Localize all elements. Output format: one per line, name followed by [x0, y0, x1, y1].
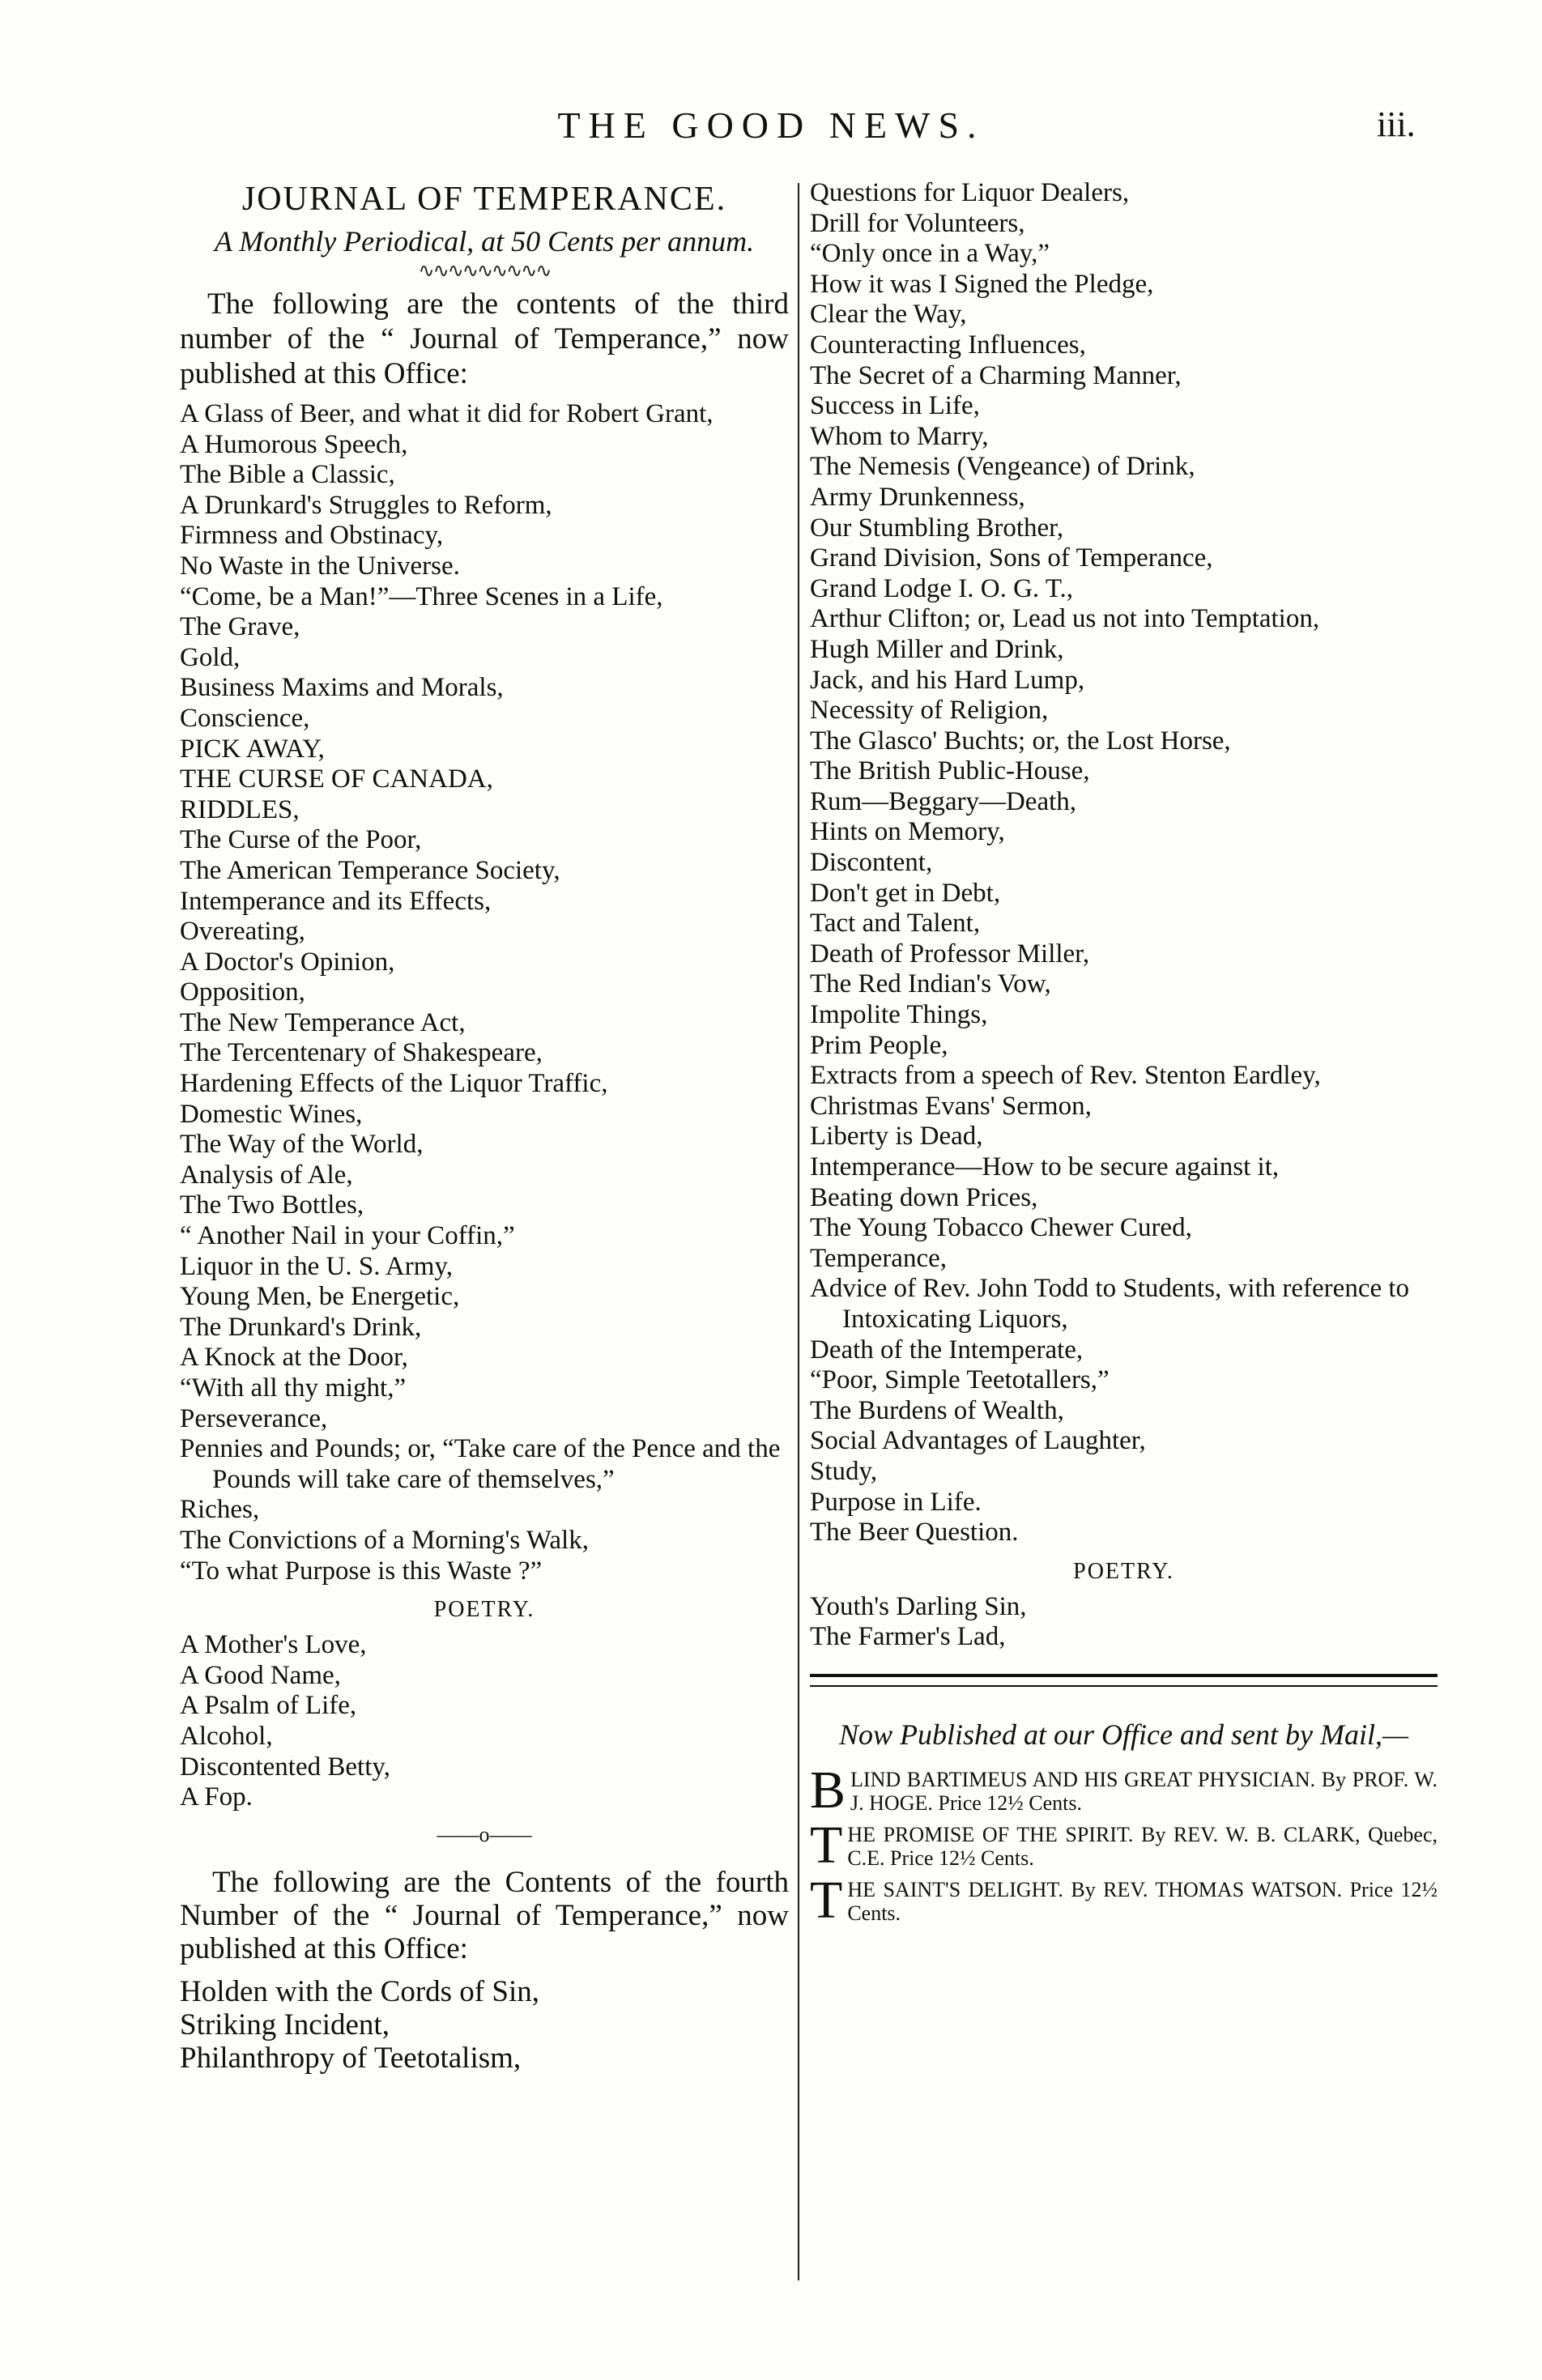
list-item: The Red Indian's Vow,: [810, 969, 1051, 999]
list-item: THE CURSE OF CANADA,: [180, 764, 493, 794]
list-item: Young Men, be Energetic,: [180, 1282, 460, 1312]
list-item: Counteracting Influences,: [810, 330, 1086, 360]
poetry-heading: POETRY.: [433, 1597, 535, 1623]
right-column: [810, 178, 1438, 1933]
list-item: Perseverance,: [180, 1403, 328, 1433]
list-item: Overeating,: [180, 917, 305, 947]
list-item: Firmness and Obstinacy,: [180, 521, 444, 551]
list-item: Jack, and his Hard Lump,: [810, 665, 1085, 695]
list-item: Hardening Effects of the Liquor Traffic,: [180, 1069, 608, 1099]
list-item: A Humorous Speech,: [180, 429, 408, 459]
list-item: Army Drunkenness,: [810, 482, 1025, 512]
list-item: Advice of Rev. John Todd to Students, with reference to Intoxicating Liquors,: [810, 1274, 1410, 1334]
list-item: Gold,: [180, 642, 241, 672]
list-item: Death of the Intemperate,: [810, 1335, 1084, 1365]
list-item: A Glass of Beer, and what it did for Robert Grant,: [180, 399, 713, 428]
list-item: Liberty is Dead,: [810, 1122, 983, 1152]
list-item: The Bible a Classic,: [180, 460, 395, 490]
list-item: Our Stumbling Brother,: [810, 513, 1064, 543]
ad-text: HE PROMISE OF THE SPIRIT. By REV. W. B. CLARK, Quebec, C.E. Price 12½ Cents.: [847, 1822, 1438, 1870]
section-rule: [810, 1674, 1438, 1687]
list-item: “Only once in a Way,”: [810, 239, 1050, 269]
journal-title: JOURNAL OF TEMPERANCE.: [241, 181, 727, 218]
column-divider: [798, 183, 799, 2280]
list-item: How it was I Signed the Pledge,: [810, 269, 1154, 299]
list-item: Rum—Beggary—Death,: [810, 786, 1077, 816]
list-item: Beating down Prices,: [810, 1182, 1038, 1212]
drop-cap: B: [810, 1760, 846, 1820]
third-number-contents-left: [180, 399, 789, 1586]
list-item: The Curse of the Poor,: [180, 825, 422, 855]
list-item: The Convictions of a Morning's Walk,: [180, 1525, 589, 1555]
list-item: “To what Purpose is this Waste ?”: [180, 1556, 543, 1586]
list-item: A Psalm of Life,: [180, 1691, 357, 1721]
journal-subtitle: A Monthly Periodical, at 50 Cents per annum.: [214, 225, 755, 258]
list-item: Discontented Betty,: [180, 1752, 390, 1782]
drop-cap: T: [810, 1815, 843, 1875]
list-item: Philanthropy of Teetotalism,: [180, 2042, 522, 2076]
list-item: Grand Lodge I. O. G. T.,: [810, 573, 1074, 603]
list-item: The American Temperance Society,: [180, 855, 560, 885]
list-item: The British Public-House,: [810, 756, 1090, 786]
list-item: Grand Division, Sons of Temperance,: [810, 543, 1213, 573]
list-item: Pennies and Pounds; or, “Take care of the Pence and the Pounds will take care of themselves,”: [180, 1434, 781, 1494]
list-item: A Drunkard's Struggles to Reform,: [180, 490, 552, 520]
list-item: The Tercentenary of Shakespeare,: [180, 1038, 543, 1068]
list-item: Questions for Liquor Dealers,: [810, 178, 1130, 207]
list-item: The New Temperance Act,: [180, 1007, 466, 1037]
list-item: Analysis of Ale,: [180, 1160, 353, 1190]
list-item: Extracts from a speech of Rev. Stenton Eardley,: [810, 1061, 1321, 1091]
list-item: Holden with the Cords of Sin,: [180, 1975, 539, 2009]
list-item: Striking Incident,: [180, 2008, 390, 2042]
drop-cap: T: [810, 1870, 843, 1930]
list-item: Tact and Talent,: [810, 909, 981, 939]
list-item: A Doctor's Opinion,: [180, 947, 395, 977]
list-item: Social Advantages of Laughter,: [810, 1426, 1146, 1456]
list-item: The Farmer's Lad,: [810, 1622, 1006, 1652]
list-item: The Two Bottles,: [180, 1190, 364, 1220]
notice-heading: Now Published at our Office and sent by Mail,—: [839, 1718, 1408, 1751]
page-title: THE GOOD NEWS.: [557, 104, 985, 146]
poetry-list-right: [810, 1592, 1438, 1653]
section-divider: ——o——: [437, 1822, 532, 1846]
list-item: Liquor in the U. S. Army,: [180, 1251, 454, 1281]
list-item: Study,: [810, 1456, 878, 1486]
list-item: No Waste in the Universe.: [180, 551, 460, 581]
list-item: The Nemesis (Vengeance) of Drink,: [810, 452, 1195, 482]
list-item: PICK AWAY,: [180, 734, 325, 764]
list-item: Necessity of Religion,: [810, 696, 1049, 726]
running-head: [0, 104, 1542, 152]
list-item: Impolite Things,: [810, 1000, 988, 1030]
list-item: Discontent,: [810, 848, 933, 878]
list-item: Domestic Wines,: [180, 1099, 363, 1129]
list-item: Don't get in Debt,: [810, 878, 1001, 908]
fourth-number-contents: [180, 1975, 789, 2075]
list-item: Intemperance—How to be secure against it,: [810, 1152, 1280, 1181]
list-item: A Good Name,: [180, 1660, 341, 1690]
list-item: Hugh Miller and Drink,: [810, 634, 1064, 664]
list-item: RIDDLES,: [180, 794, 300, 824]
list-item: “With all thy might,”: [180, 1373, 407, 1403]
list-item: Conscience,: [180, 703, 310, 733]
list-item: The Beer Question.: [810, 1518, 1019, 1548]
list-item: Christmas Evans' Sermon,: [810, 1091, 1092, 1121]
poetry-list-left: [180, 1630, 789, 1813]
list-item: Prim People,: [810, 1030, 948, 1060]
page-number: iii.: [1377, 104, 1416, 144]
list-item: Death of Professor Miller,: [810, 939, 1090, 969]
left-column: [180, 178, 789, 2075]
list-item: Opposition,: [180, 977, 305, 1007]
fourth-number-intro: The following are the Contents of the fourth Number of the “ Journal of Temperance,” now published at this Office:: [180, 1866, 789, 1966]
advertisement: [810, 1760, 1438, 1820]
list-item: Purpose in Life.: [810, 1487, 982, 1517]
list-item: “Come, be a Man!”—Three Scenes in a Life,: [180, 581, 663, 611]
list-item: Drill for Volunteers,: [810, 208, 1025, 238]
list-item: The Young Tobacco Chewer Cured,: [810, 1213, 1192, 1243]
third-number-contents-right: [810, 178, 1438, 1548]
list-item: Business Maxims and Morals,: [180, 673, 504, 703]
list-item: Hints on Memory,: [810, 817, 1005, 847]
list-item: “Poor, Simple Teetotallers,”: [810, 1365, 1110, 1395]
list-item: Success in Life,: [810, 391, 980, 421]
list-item: A Mother's Love,: [180, 1630, 367, 1660]
list-item: Alcohol,: [180, 1721, 273, 1751]
list-item: Riches,: [180, 1495, 260, 1525]
list-item: Intemperance and its Effects,: [180, 886, 492, 916]
list-item: Clear the Way,: [810, 300, 967, 330]
list-item: Youth's Darling Sin,: [810, 1591, 1027, 1621]
poetry-heading: POETRY.: [1073, 1558, 1174, 1584]
ad-text: HE SAINT'S DELIGHT. By REV. THOMAS WATSON. Price 12½ Cents.: [847, 1877, 1438, 1925]
third-number-intro: The following are the contents of the third number of the “ Journal of Temperance,” now published at this Office:: [180, 287, 789, 390]
list-item: A Fop.: [180, 1782, 253, 1812]
advertisement: [810, 1870, 1438, 1930]
ornament-divider: ∿∿∿∿∿∿∿∿∿: [418, 261, 551, 282]
ad-text: LIND BARTIMEUS AND HIS GREAT PHYSICIAN. By PROF. W. J. HOGE. Price 12½ Cents.: [850, 1767, 1438, 1815]
list-item: The Grave,: [180, 612, 300, 642]
list-item: Temperance,: [810, 1243, 947, 1273]
list-item: Arthur Clifton; or, Lead us not into Temptation,: [810, 604, 1320, 634]
list-item: A Knock at the Door,: [180, 1343, 408, 1373]
list-item: The Drunkard's Drink,: [180, 1312, 422, 1342]
list-item: Whom to Marry,: [810, 421, 989, 451]
list-item: “ Another Nail in your Coffin,”: [180, 1221, 515, 1251]
list-item: The Way of the World,: [180, 1130, 424, 1160]
advertisement: [810, 1815, 1438, 1875]
list-item: The Secret of a Charming Manner,: [810, 360, 1182, 390]
list-item: The Glasco' Buchts; or, the Lost Horse,: [810, 726, 1231, 756]
list-item: The Burdens of Wealth,: [810, 1395, 1064, 1425]
